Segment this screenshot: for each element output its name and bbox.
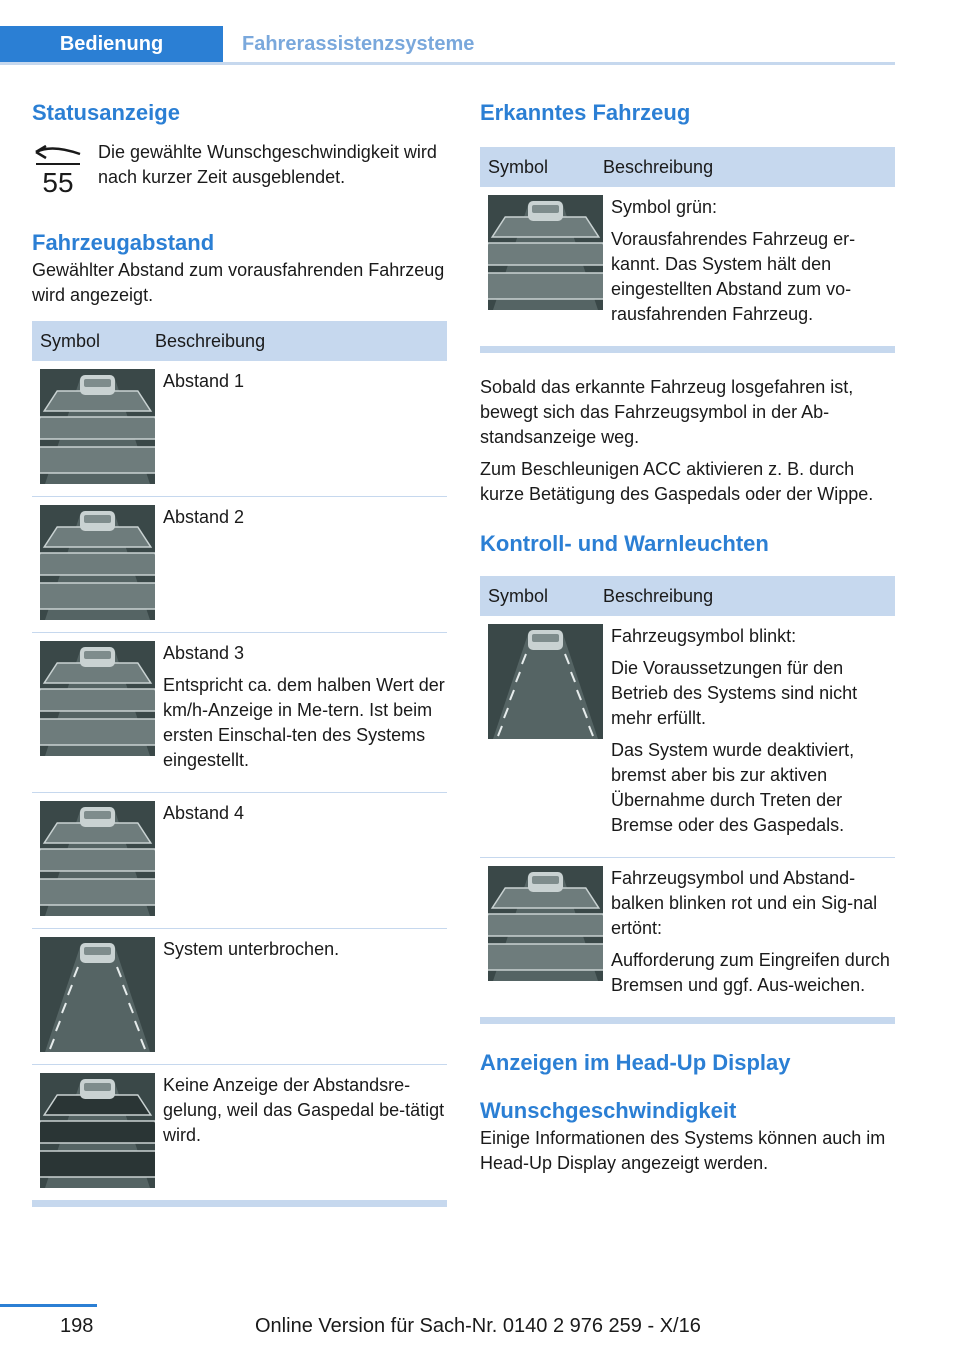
footer-accent-line [0,1304,97,1307]
col-description: Beschreibung [603,157,714,177]
table-row [32,497,447,633]
description-line: Die Voraussetzungen für den Betrieb des Systems sind nicht mehr erfüllt. [611,658,858,728]
description-line: Symbol grün: [611,197,718,217]
col-symbol: Symbol [488,586,549,606]
detected-table-header [480,147,895,187]
para-losgefahren: Sobald das erkannte Fahrzeug losgefahren ist, bewegt sich das Fahrzeugsymbol in der Ab-standsanzeige weg. [480,377,854,447]
status-row [32,140,447,198]
page-number: 198 [60,1315,94,1337]
symbol-cell [32,369,163,484]
col-description: Beschreibung [603,586,714,606]
detected-table-body [480,187,895,347]
table-row [32,361,447,497]
description-cell [163,505,447,620]
description-cell [163,369,447,484]
distance-display-icon [40,1073,155,1188]
symbol-cell [32,1073,163,1188]
symbol-cell [32,505,163,620]
description-line: Abstand 1 [163,371,245,391]
symbol-cell [32,801,163,916]
symbol-cell [32,937,163,1052]
symbol-cell [32,641,163,780]
table-end-bar [480,1018,895,1024]
symbol-cell [480,624,611,845]
distance-display-icon [488,866,603,981]
right-column [480,98,895,1176]
description-line: Entspricht ca. dem halben Wert der km/h-Anzeige in Me-tern. Ist beim ersten Einschal-ten des Systems eingestellt. [163,675,445,770]
status-text: Die gewählte Wunschgeschwindigkeit wird nach kurzer Zeit ausgeblendet. [98,142,437,187]
para-beschleunigen: Zum Beschleunigen ACC aktivieren z. B. durch kurze Betätigung des Gaspedals oder der Wippe. [480,459,874,504]
description-line: Abstand 4 [163,803,245,823]
left-column [32,98,447,1207]
table-row [480,858,895,1018]
distance-display-icon [40,369,155,484]
distance-table-body [32,361,447,1201]
symbol-cell [480,195,611,334]
tab-fahrerassistenzsysteme[interactable]: Fahrerassistenzsysteme [242,33,475,55]
description-cell [163,1073,447,1188]
table-row [480,187,895,347]
distance-display-icon [40,641,155,756]
description-cell [611,866,895,1005]
description-cell [611,624,895,845]
description-line: Das System wurde deaktiviert, bremst aber bis zur aktiven Übernahme durch Treten der Bremse oder des Gaspedals. [611,740,855,835]
description-cell [163,937,447,1052]
kontroll-warnleuchten-heading: Kontroll- und Warnleuchten [480,531,769,556]
description-cell [163,641,447,780]
table-end-bar [480,347,895,353]
warn-table-header [480,576,895,616]
table-row [32,793,447,929]
speed-limit-icon [32,140,84,198]
distance-table-header [32,321,447,361]
col-symbol: Symbol [40,331,101,351]
wunschgeschwindigkeit-heading: Wunschgeschwindigkeit [480,1098,737,1123]
warn-table-body [480,616,895,1018]
distance-display-icon [40,505,155,620]
description-line: Abstand 3 [163,643,245,663]
distance-display-icon [40,937,155,1052]
fahrzeugabstand-heading: Fahrzeugabstand [32,230,215,255]
symbol-cell [480,866,611,1005]
description-line: Vorausfahrendes Fahrzeug er-kannt. Das System hält den eingestellten Abstand zum vo-rausfahrenden Fahrzeug. [611,229,856,324]
description-line: Abstand 2 [163,507,245,527]
description-line: Keine Anzeige der Abstandsre-gelung, weil das Gaspedal be-tätigt wird. [163,1075,445,1145]
description-line: Aufforderung zum Eingreifen durch Bremsen und ggf. Aus-weichen. [611,950,890,995]
col-description: Beschreibung [155,331,266,351]
table-row [480,616,895,858]
description-cell [611,195,895,334]
distance-display-icon [488,195,603,310]
description-line: Fahrzeugsymbol blinkt: [611,626,797,646]
table-row [32,929,447,1065]
chapter-header [0,26,895,65]
distance-display-icon [488,624,603,739]
status-icon-value: 55 [42,167,74,198]
table-row [32,633,447,793]
description-line: System unterbrochen. [163,939,340,959]
footer-version: Online Version für Sach-Nr. 0140 2 976 259 - X/16 [255,1315,701,1337]
erkanntes-fahrzeug-heading: Erkanntes Fahrzeug [480,100,691,125]
description-line: Fahrzeugsymbol und Abstand-balken blinken rot und ein Sig-nal ertönt: [611,868,878,938]
hud-heading: Anzeigen im Head-Up Display [480,1050,791,1075]
statusanzeige-heading: Statusanzeige [32,100,180,125]
wunschgeschwindigkeit-text: Einige Informationen des Systems können auch im Head-Up Display angezeigt werden. [480,1128,886,1173]
table-row [32,1065,447,1201]
table-end-bar [32,1201,447,1207]
distance-display-icon [40,801,155,916]
tab-bedienung[interactable]: Bedienung [0,26,223,62]
fahrzeugabstand-text: Gewählter Abstand zum vorausfahrenden Fahrzeug wird angezeigt. [32,260,445,305]
description-cell [163,801,447,916]
col-symbol: Symbol [488,157,549,177]
